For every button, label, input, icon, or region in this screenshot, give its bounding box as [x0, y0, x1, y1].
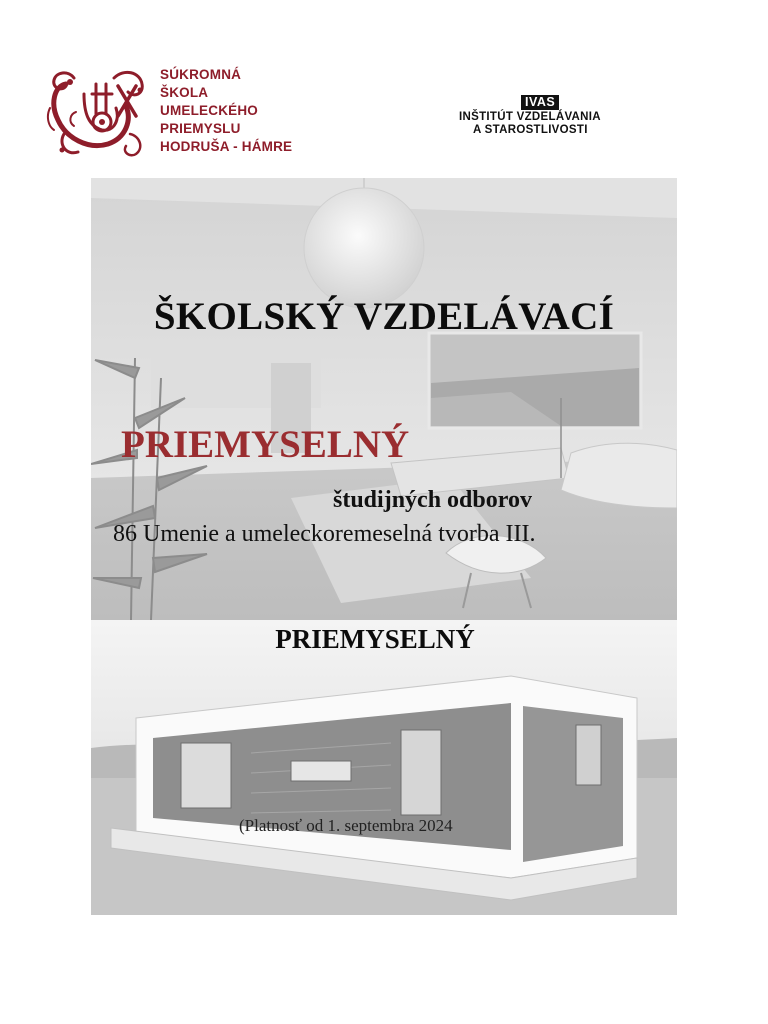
school-name-line: ŠKOLA	[160, 85, 209, 100]
school-name-line: PRIEMYSLU	[160, 121, 241, 136]
program-type-red: PRIEMYSELNÝ	[121, 423, 410, 466]
subtitle-fields: študijných odborov	[333, 487, 532, 513]
school-name-line: SÚKROMNÁ	[160, 67, 242, 82]
school-logo-icon	[44, 64, 156, 160]
program-type-black: PRIEMYSELNÝ	[275, 624, 475, 654]
partner-logo	[459, 93, 639, 136]
pendant-lamp	[304, 188, 424, 308]
subtitle-field-name: 86 Umenie a umeleckoremeselná tvorba III.	[113, 521, 536, 547]
ivas-mark: IVAS	[521, 95, 559, 110]
document-title: ŠKOLSKÝ VZDELÁVACÍ	[153, 295, 615, 338]
partner-name-line-2: A STAROSTLIVOSTI	[473, 123, 588, 136]
school-name-line: UMELECKÉHO	[160, 103, 259, 118]
partner-name-line-1: INŠTITÚT VZDELÁVANIA	[459, 111, 601, 123]
validity-date: (Platnosť od 1. septembra 2024	[239, 816, 453, 835]
school-name-line: HODRUŠA - HÁMRE	[160, 139, 293, 154]
school-name	[160, 66, 292, 156]
